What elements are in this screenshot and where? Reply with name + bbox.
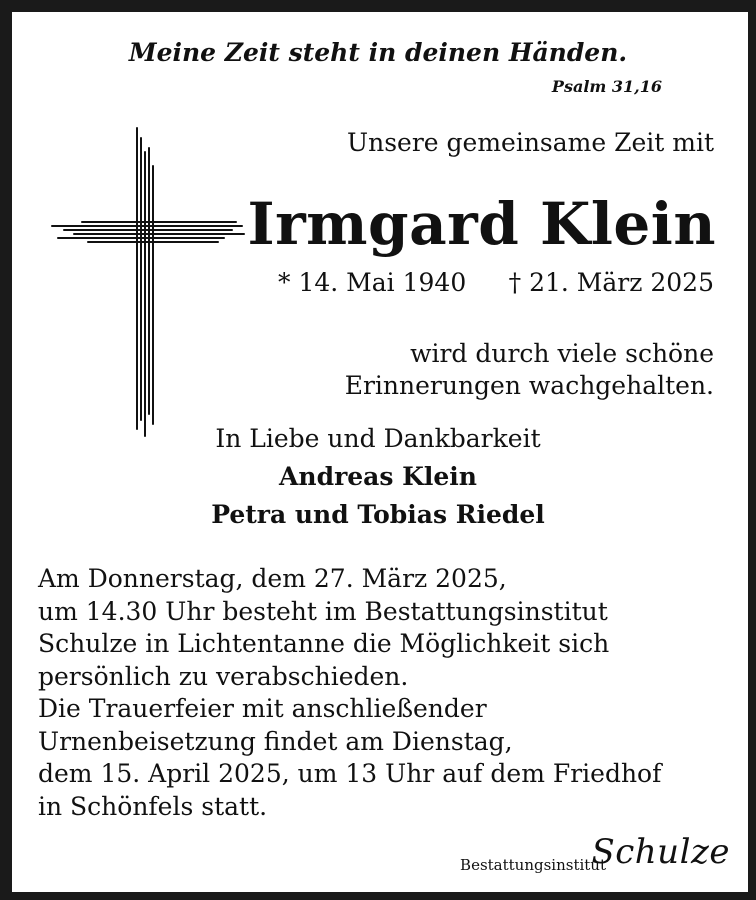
cross-icon [48,124,248,438]
notice-line: persönlich zu verabschieden. [38,661,409,691]
death-date: † 21. März 2025 [508,268,714,297]
intro-text: Unsere gemeinsame Zeit mit [347,128,714,157]
thanks-text: In Liebe und Dankbarkeit [215,424,541,453]
mourner-name: Petra und Tobias Riedel [211,500,545,529]
memory-line: wird durch viele schöne [410,339,714,368]
deceased-name: Irmgard Klein [247,190,716,258]
memory-line: Erinnerungen wachgehalten. [344,371,714,400]
birth-date: * 14. Mai 1940 [278,268,467,297]
notice-line: Am Donnerstag, dem 27. März 2025, [38,564,507,593]
notice-line: Die Trauerfeier mit anschließender [38,694,487,723]
memory-text [345,338,714,402]
motto-source: Psalm 31,16 [551,77,662,96]
notice-line: Schulze in Lichtentanne die Möglichkeit sich [38,629,610,658]
motto: Meine Zeit steht in deinen Händen. [128,38,628,67]
funeral-notice [38,563,661,823]
notice-line: in Schönfels statt. [38,791,268,821]
funeral-home-label: Bestattungsinstitut [460,856,606,874]
notice-line: um 14.30 Uhr besteht im Bestattungsinstitut [38,596,608,626]
notice-line: dem 15. April 2025, um 13 Uhr auf dem Friedhof [38,759,662,788]
funeral-home-logo: Schulze [591,832,730,872]
notice-line: Urnenbeisetzung findet am Dienstag, [38,726,513,756]
mourner-name: Andreas Klein [279,462,477,491]
